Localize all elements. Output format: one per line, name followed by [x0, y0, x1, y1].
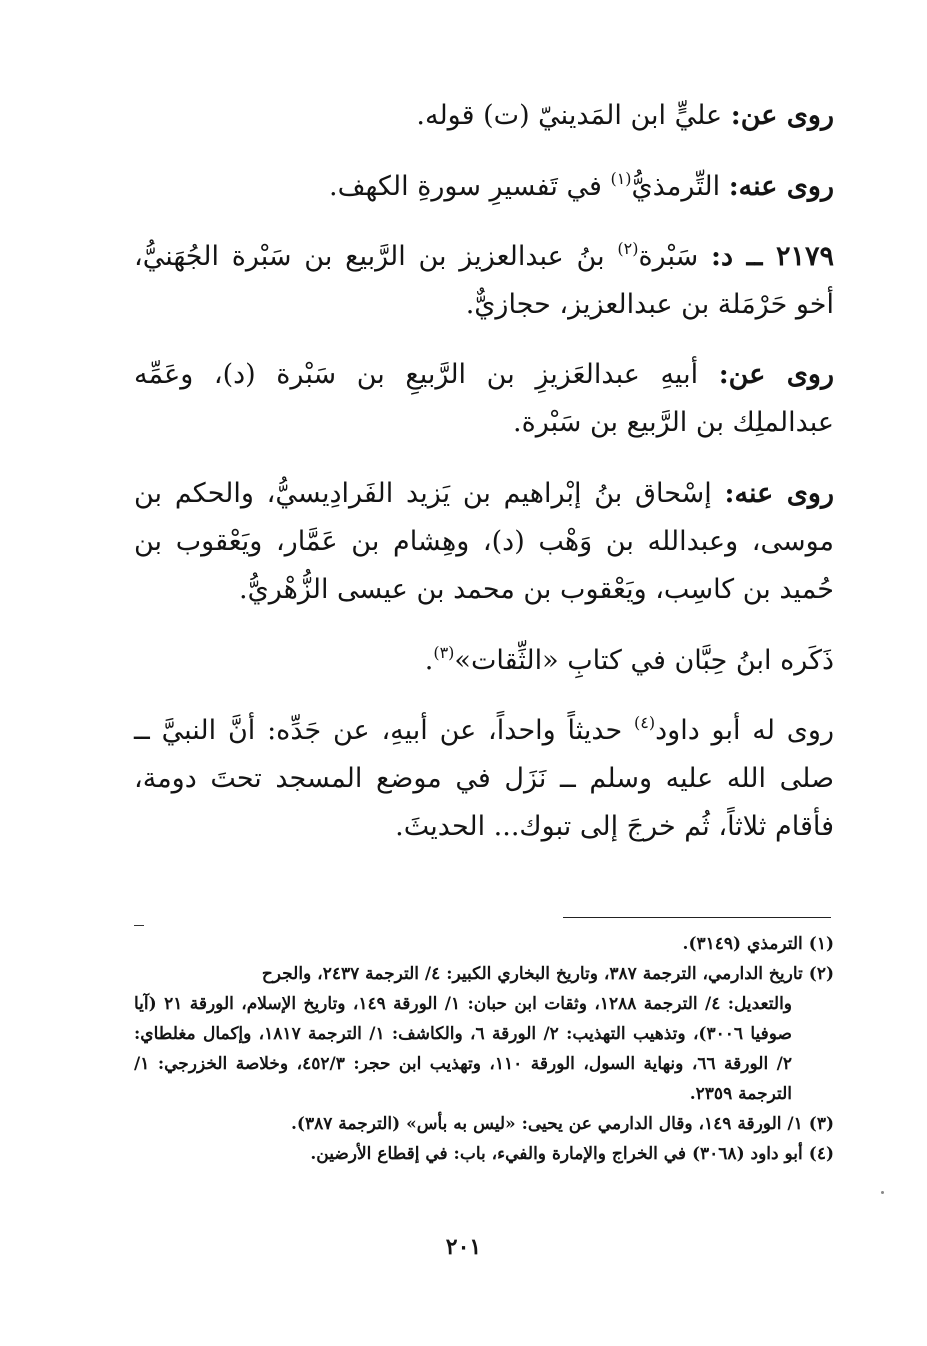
text-hadith: حديثاً واحداً، عن أبيهِ، عن جَدِّه: أنَّ النبيَّ ــ صلى الله عليه وسلم ــ نَزَل في موضع المسجد تحتَ دومة، فأقام ثلاثاً، ثُم خرجَ إلى تبوك... الحديثَ.	[134, 715, 834, 842]
paragraph-narrated-from	[134, 92, 834, 140]
footnote-number: (٣)	[808, 1114, 834, 1134]
margin-tick	[134, 925, 144, 926]
entry-number: ٢١٧٩ ــ د:	[711, 241, 834, 272]
footnote-number: (٢)	[808, 964, 834, 984]
label-narrated-by-2: روى عنه:	[724, 478, 834, 509]
footnote-2	[134, 959, 834, 1109]
text-ibn-hibban-end: .	[424, 645, 434, 676]
footnote-text: الترمذي (٣١٤٩).	[682, 934, 803, 954]
text-before-mark: التِّرمذيُّ	[631, 171, 721, 202]
footnote-mark-2: (٢)	[617, 239, 639, 258]
label-narrated-from: روى عن:	[730, 100, 834, 131]
footnote-4	[134, 1139, 834, 1169]
text-after-mark: في تَفسيرِ سورةِ الكهف.	[329, 171, 602, 202]
main-text	[134, 92, 834, 851]
footnote-text: أبو داود (٣٠٦٨) في الخراج والإمارة والفيء، باب: في إقطاع الأرضين.	[310, 1144, 803, 1164]
paragraph-narrated-from-2	[134, 351, 834, 447]
footnote-mark-4: (٤)	[634, 713, 656, 732]
paragraph-ibn-hibban	[134, 637, 834, 685]
footnote-number: (٤)	[808, 1144, 834, 1164]
label-narrated-from-2: روى عن:	[718, 359, 834, 390]
footnote-3	[134, 1109, 834, 1139]
text-ibn-hibban: ذَكَره ابنُ حِبَّان في كتابِ «الثِّقات»	[454, 645, 834, 676]
text-narrated-from-2: أبيهِ عبدالعَزيزِ بن الرَّبيعِ بن سَبْرة (د)، وعَمِّه عبدالملِك بن الرَّبيع بن سَبْرة.	[134, 359, 834, 438]
paragraph-narrated-by-2	[134, 470, 834, 614]
page-number: ٢٠١	[445, 1234, 482, 1260]
paragraph-entry-2179	[134, 233, 834, 329]
paragraph-narrated-by	[134, 163, 834, 211]
footnotes	[134, 929, 834, 1169]
label-narrated-by: روى عنه:	[728, 171, 834, 202]
footnote-separator	[563, 917, 831, 918]
paragraph-abu-dawud	[134, 707, 834, 851]
footnote-continuation: والتعديل: ٤/ الترجمة ١٢٨٨، وثقات ابن حبان: ١/ الورقة ١٤٩، وتاريخ الإسلام، الورقة ٢١ (آيا صوفيا ٣٠٠٦)، وتذهيب التهذيب: ٢/ الورقة ٦، والكاشف: ١/ الترجمة ١٨١٧، وإكمال مغلطاي: ٢/ الورقة ٦٦، ونهاية السول، الورقة ١١٠، وتهذيب ابن حجر: ٤٥٢/٣، وخلاصة الخزرجي: ١/ الترجمة ٢٣٥٩.	[134, 994, 793, 1104]
text-narrated-by-2: إسْحاق بنُ إبْراهيم بن يَزيد الفَرادِيسيُّ، والحكم بن موسى، وعبدالله بن وَهْب (د)، وهِشام بن عَمَّار، ويَعْقوب بن حُميد بن كاسِب، ويَعْقوب بن محمد بن عيسى الزُّهْريُّ.	[134, 478, 834, 605]
footnote-number: (١)	[808, 934, 834, 954]
footnote-text: تاريخ الدارمي، الترجمة ٣٨٧، وتاريخ البخاري الكبير: ٤/ الترجمة ٢٤٣٧، والجرح	[261, 964, 803, 984]
footnote-text: ١/ الورقة ١٤٩، وقال الدارمي عن يحيى: «ليس به بأس» (الترجمة ٣٨٧).	[290, 1114, 803, 1134]
scan-speck	[881, 1191, 884, 1194]
footnote-1	[134, 929, 834, 959]
entry-name: سَبْرة	[638, 241, 699, 272]
entry-text: بنُ عبدالعزيز بن الرَّبيع بن سَبْرة الجُهَنيُّ، أخو حَرْمَلة بن عبدالعزيز، حجازيٌّ.	[134, 241, 834, 320]
footnote-mark-1: (١)	[610, 169, 632, 188]
text-narrated-from: عليٍّ ابن المَدينيّ (ت) قوله.	[416, 100, 723, 131]
footnote-mark-3: (٣)	[433, 643, 455, 662]
text-abu-dawud: روى له أبو داود	[655, 715, 835, 746]
